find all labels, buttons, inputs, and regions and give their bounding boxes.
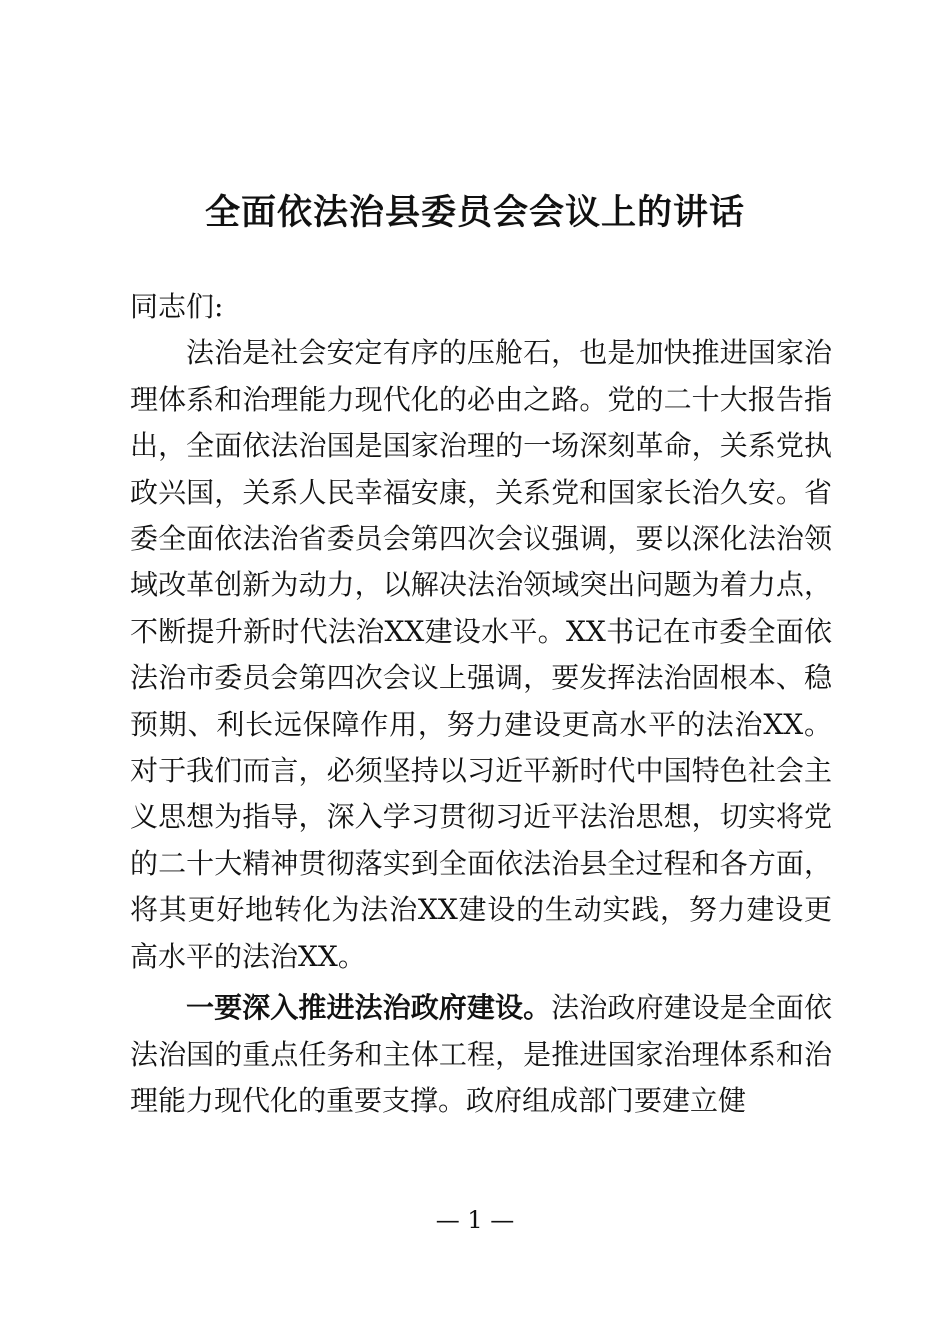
paragraph-2 <box>130 985 832 1124</box>
document-title: 全面依法治县委员会会议上的讲话 <box>204 192 745 233</box>
document-body <box>130 284 832 1124</box>
paragraph-1-text: 法治是社会安定有序的压舱石，也是加快推进国家治理体系和治理能力现代化的必由之路。党的二十大报告指出，全面依法治国是国家治理的一场深刻革命，关系党执政兴国，关系人民幸福安康，关系党和国家长治久安。省委全面依法治省委员会第四次会议强调，要以深化法治领域改革创新为动力，以解决法治领域突出问题为着力点，不断提升新时代法治XX建设水平。XX书记在市委全面依法治市委员会第四次会议上强调，要发挥法治固根本、稳预期、利长远保障作用，努力建设更高水平的法治XX。对于我们而言，必须坚持以习近平新时代中国特色社会主义思想为指导，深入学习贯彻习近平法治思想，切实将党的二十大精神贯彻落实到全面依法治县全过程和各方面，将其更好地转化为法治XX建设的生动实践，努力建设更高水平的法治XX。 <box>130 336 832 973</box>
paragraph-2-text: 法治政府建设是全面依法治国的重点任务和主体工程，是推进国家治理体系和治理能力现代化的重要支撑。政府组成部门要建立健 <box>130 991 832 1117</box>
salutation: 同志们: <box>130 290 224 323</box>
paragraph-1 <box>130 330 832 980</box>
paragraph-2-heading: 一要深入推进法治政府建设。 <box>186 991 552 1025</box>
page-number: — 1 — <box>435 1206 515 1234</box>
